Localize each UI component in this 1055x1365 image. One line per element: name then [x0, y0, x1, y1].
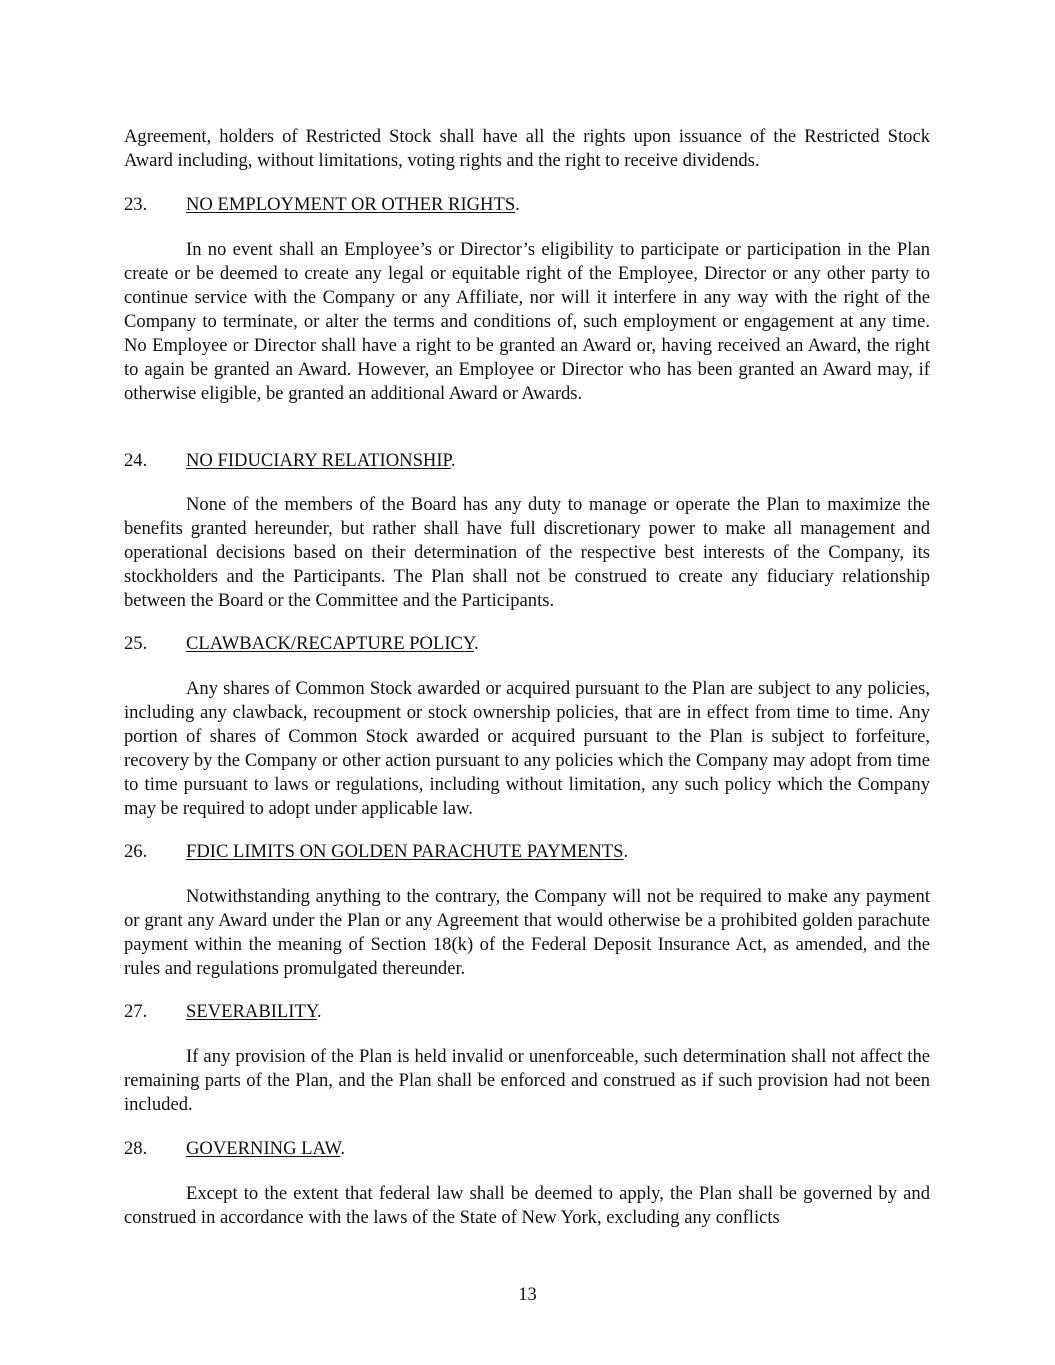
- section-title: SEVERABILITY: [186, 1001, 317, 1022]
- section-number: 27.: [124, 1001, 148, 1022]
- section-body: If any provision of the Plan is held invalid or unenforceable, such determination shall not affect the remaining parts of the Plan, and the Plan shall be enforced and construed as if such provision had not been included.: [124, 1046, 930, 1115]
- section-title: CLAWBACK/RECAPTURE POLICY: [186, 633, 474, 654]
- section-heading: 28. GOVERNING LAW.: [124, 1138, 345, 1159]
- section-heading: 26. FDIC LIMITS ON GOLDEN PARACHUTE PAYMENTS.: [124, 841, 629, 862]
- section-number: 26.: [124, 841, 148, 862]
- section-body: In no event shall an Employee’s or Director’s eligibility to participate or participation in the Plan create or be deemed to create any legal or equitable right of the Employee, Director or any other party to continue service with the Company or any Affiliate, nor will it interfere in any way with the right of the Company to terminate, or alter the terms and conditions of, such employment or engagement at any time. No Employee or Director shall have a right to be granted an Award or, having received an Award, the right to again be granted an Award. However, an Employee or Director who has been granted an Award may, if otherwise eligible, be granted an additional Award or Awards.: [124, 239, 930, 404]
- section-heading: 25. CLAWBACK/RECAPTURE POLICY.: [124, 633, 479, 654]
- section-number: 25.: [124, 633, 148, 654]
- section-heading: 24. NO FIDUCIARY RELATIONSHIP.: [124, 450, 456, 471]
- section-number: 28.: [124, 1138, 148, 1159]
- section-body: Notwithstanding anything to the contrary, the Company will not be required to make any payment or grant any Award under the Plan or any Agreement that would otherwise be a prohibited golden parachute payment within the meaning of Section 18(k) of the Federal Deposit Insurance Act, as amended, and the rules and regulations promulgated thereunder.: [124, 886, 930, 979]
- page-number: 13: [518, 1284, 537, 1305]
- section-title: GOVERNING LAW: [186, 1138, 341, 1159]
- section-body: Any shares of Common Stock awarded or acquired pursuant to the Plan are subject to any policies, including any clawback, recoupment or stock ownership policies, that are in effect from time to time. Any portion of shares of Common Stock awarded or acquired pursuant to the Plan is subject to forfeiture, recovery by the Company or other action pursuant to any policies which the Company may adopt from time to time pursuant to laws or regulations, including without limitation, any such policy which the Company may be required to adopt under applicable law.: [124, 678, 930, 819]
- section-number: 24.: [124, 450, 148, 471]
- section-heading: 23. NO EMPLOYMENT OR OTHER RIGHTS.: [124, 194, 520, 215]
- section-body: Except to the extent that federal law shall be deemed to apply, the Plan shall be governed by and construed in accordance with the laws of the State of New York, excluding any conflicts: [124, 1183, 930, 1228]
- section-title: FDIC LIMITS ON GOLDEN PARACHUTE PAYMENTS: [186, 841, 624, 862]
- intro-paragraph: Agreement, holders of Restricted Stock shall have all the rights upon issuance of the Restricted Stock Award including, without limitations, voting rights and the right to receive dividends.: [124, 126, 930, 171]
- section-heading: 27. SEVERABILITY.: [124, 1001, 322, 1022]
- section-title: NO FIDUCIARY RELATIONSHIP: [186, 450, 451, 471]
- section-title: NO EMPLOYMENT OR OTHER RIGHTS: [186, 194, 516, 215]
- section-number: 23.: [124, 194, 148, 215]
- section-body: None of the members of the Board has any duty to manage or operate the Plan to maximize the benefits granted hereunder, but rather shall have full discretionary power to make all management and operational decisions based on their determination of the respective best interests of the Company, its stockholders and the Participants. The Plan shall not be construed to create any fiduciary relationship between the Board or the Committee and the Participants.: [124, 494, 930, 611]
